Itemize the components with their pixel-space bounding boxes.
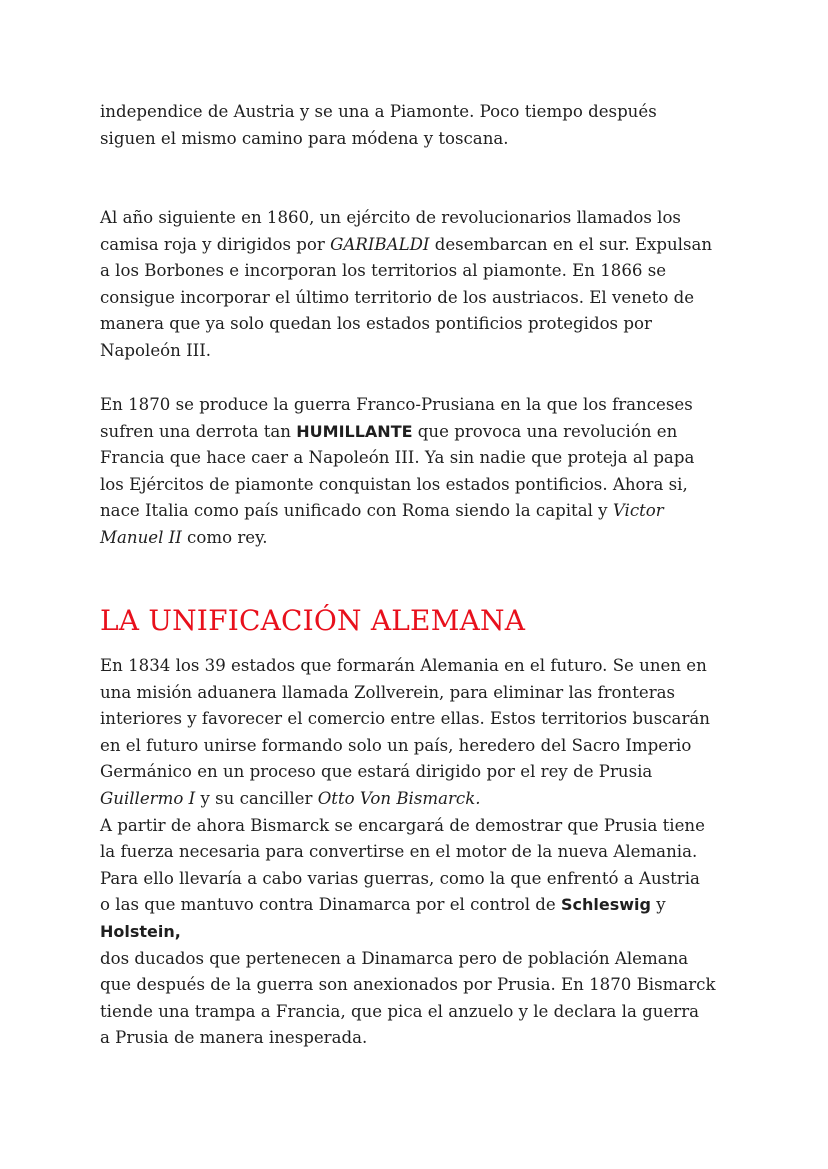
text-fragment: desembarcan en el sur. Expulsan [429, 234, 713, 254]
text-line: que después de la guerra son anexionados por Prusia. En 1870 Bismarck [100, 975, 716, 995]
text-line [100, 498, 740, 525]
text-fragment: sufren una derrota tan [100, 421, 297, 441]
bold-word-schleswig: Schleswig [561, 895, 651, 915]
italic-name-bismarck: Otto Von Bismarck. [317, 788, 481, 808]
text-line: siguen el mismo camino para módena y toscana. [100, 128, 509, 148]
text-fragment: o las que mantuvo contra Dinamarca por el control de [100, 895, 562, 915]
text-line: Napoleón III. [100, 340, 212, 360]
text-line [100, 786, 740, 813]
text-line: A partir de ahora Bismarck se encargará de demostrar que Prusia tiene [100, 815, 705, 835]
text-line [100, 419, 740, 446]
italic-name-guillermo: Guillermo I [100, 788, 196, 808]
italic-name-victor: Victor [612, 501, 664, 521]
text-line: Para ello llevaría a cabo varias guerras, como la que enfrentó a Austria [100, 868, 700, 888]
text-line: en el futuro unirse formando solo un país, heredero del Sacro Imperio [100, 735, 692, 755]
text-line: En 1834 los 39 estados que formarán Alemania en el futuro. Se unen en [100, 656, 707, 675]
text-line: tiende una trampa a Francia, que pica el anzuelo y le declara la guerra [100, 1001, 700, 1021]
text-fragment: y [651, 895, 666, 915]
text-line: la fuerza necesaria para convertirse en el motor de la nueva Alemania. [100, 842, 698, 862]
paragraph-garibaldi [100, 205, 740, 365]
italic-name-manuel: Manuel II [100, 527, 182, 547]
text-line: los Ejércitos de piamonte conquistan los estados pontificios. Ahora si, [100, 474, 688, 494]
text-line: interiores y favorecer el comercio entre ellas. Estos territorios buscarán [100, 709, 710, 729]
text-fragment: nace Italia como país unificado con Roma siendo la capital y [100, 501, 613, 521]
text-fragment: y su canciller [195, 788, 318, 808]
text-line: a los Borbones e incorporan los territorios al piamonte. En 1866 se [100, 261, 667, 281]
bold-word-holstein: Holstein, [100, 921, 181, 941]
text-line [100, 232, 740, 259]
paragraph-german-unification [100, 653, 740, 1052]
text-line: dos ducados que pertenecen a Dinamarca pero de población Alemana [100, 948, 689, 968]
text-line: independice de Austria y se una a Piamonte. Poco tiempo después [100, 102, 657, 121]
text-line: En 1870 se produce la guerra Franco-Prusiana en la que los franceses [100, 395, 693, 414]
text-line [100, 525, 740, 552]
text-line: consigue incorporar el último territorio de los austriacos. El veneto de [100, 287, 695, 307]
text-line [100, 892, 740, 919]
paragraph-italy-modena [100, 99, 740, 152]
paragraph-franco-prussian-war [100, 392, 740, 552]
text-fragment: que provoca una revolución en [412, 421, 678, 441]
text-fragment: como rey. [181, 527, 268, 547]
text-line: Francia que hace caer a Napoleón III. Ya sin nadie que proteja al papa [100, 448, 695, 468]
text-line: una misión aduanera llamada Zollverein, para eliminar las fronteras [100, 682, 676, 702]
text-line: a Prusia de manera inesperada. [100, 1028, 368, 1048]
text-line [100, 919, 740, 946]
text-line: Germánico en un proceso que estará dirigido por el rey de Prusia [100, 762, 653, 782]
text-line: manera que ya solo quedan los estados pontificios protegidos por [100, 314, 652, 334]
italic-name-garibaldi: GARIBALDI [330, 234, 430, 254]
bold-word-humillante: HUMILLANTE [296, 421, 413, 441]
section-heading: LA UNIFICACIÓN ALEMANA [100, 604, 526, 637]
text-fragment: camisa roja y dirigidos por [100, 234, 331, 254]
text-line: Al año siguiente en 1860, un ejército de revolucionarios llamados los [100, 208, 681, 227]
